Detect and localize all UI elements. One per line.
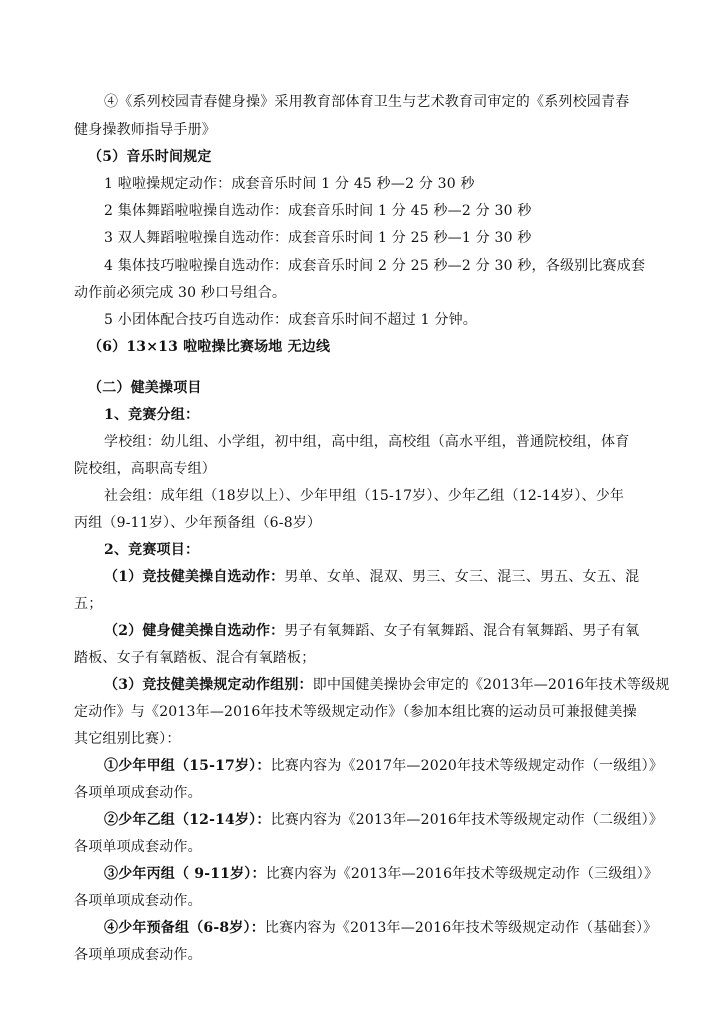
subsection-heading: 1、竞赛分组： [104, 407, 200, 423]
item-title: （2）健身健美操自选动作： [104, 623, 285, 639]
list-item [104, 567, 639, 587]
item-title: ③少年丙组（ 9-11岁）： [104, 866, 266, 882]
list-item-continuation: 五； [74, 596, 103, 612]
item-title: ④少年预备组（6-8岁）： [104, 920, 265, 936]
item-title: ②少年乙组（12-14岁）： [104, 812, 271, 828]
item-title: ①少年甲组（15-17岁）： [104, 758, 271, 774]
sub-item-continuation: 各项单项成套动作。 [74, 947, 202, 963]
item-title: （1）竞技健美操自选动作： [104, 569, 285, 585]
list-item-continuation: 踏板、女子有氧踏板、混合有氧踏板； [74, 650, 316, 666]
item-text: 男子有氧舞蹈、女子有氧舞蹈、混合有氧舞蹈、男子有氧 [284, 623, 640, 639]
list-item: 1 啦啦操规定动作：成套音乐时间 1 分 45 秒—2 分 30 秒 [104, 176, 475, 192]
section-heading: （6）13×13 啦啦操比赛场地 无边线 [88, 339, 331, 355]
item-text: 比赛内容为《2013年—2016年技术等级规定动作（二级组）》 [270, 812, 664, 828]
list-item: 4 集体技巧啦啦操自选动作：成套音乐时间 2 分 25 秒—2 分 30 秒，各级别比赛成套 [104, 258, 646, 274]
section-heading: （二）健美操项目 [88, 380, 202, 396]
item-text: 比赛内容为《2013年—2016年技术等级规定动作（三级组）》 [265, 866, 659, 882]
para-line: 丙组（9-11岁）、少年预备组（6-8岁） [74, 515, 322, 531]
section-heading: （5）音乐时间规定 [88, 149, 212, 165]
sub-item-continuation: 各项单项成套动作。 [74, 839, 202, 855]
para-line: 社会组：成年组（18岁以上）、少年甲组（15-17岁）、少年乙组（12-14岁）、少年 [104, 488, 625, 504]
item-title: （3）竞技健美操规定动作组别： [104, 677, 313, 693]
list-item [104, 621, 639, 641]
sub-item-continuation: 各项单项成套动作。 [74, 785, 202, 801]
list-item-continuation: 动作前必须完成 30 秒口号组合。 [74, 285, 287, 301]
sub-item [104, 756, 663, 776]
para-line: ④《系列校园青春健身操》采用教育部体育卫生与艺术教育司审定的《系列校园青春 [104, 94, 630, 110]
sub-item [104, 918, 657, 938]
list-item [104, 675, 670, 695]
para-line: 健身操教师指导手册》 [74, 122, 216, 138]
list-item: 5 小团体配合技巧自选动作：成套音乐时间不超过 1 分钟。 [104, 312, 477, 328]
item-text: 即中国健美操协会审定的《2013年—2016年技术等级规 [312, 677, 670, 693]
list-item-continuation: 定动作》与《2013年—2016年技术等级规定动作》（参加本组比赛的运动员可兼报健美操 [74, 704, 637, 720]
item-text: 比赛内容为《2013年—2016年技术等级规定动作（基础套）》 [264, 920, 658, 936]
sub-item [104, 864, 658, 884]
sub-item [104, 810, 663, 830]
item-text: 男单、女单、混双、男三、女三、混三、男五、女五、混 [284, 569, 640, 585]
list-item: 2 集体舞蹈啦啦操自选动作：成套音乐时间 1 分 45 秒—2 分 30 秒 [104, 203, 532, 219]
sub-item-continuation: 各项单项成套动作。 [74, 893, 202, 909]
item-text: 比赛内容为《2017年—2020年技术等级规定动作（一级组）》 [270, 758, 664, 774]
subsection-heading: 2、竞赛项目： [104, 542, 200, 558]
list-item-continuation: 其它组别比赛）： [74, 731, 181, 747]
list-item: 3 双人舞蹈啦啦操自选动作：成套音乐时间 1 分 25 秒—1 分 30 秒 [104, 230, 532, 246]
para-line: 学校组：幼儿组、小学组，初中组，高中组，高校组（高水平组，普通院校组，体育 [104, 434, 630, 450]
para-line: 院校组，高职高专组） [74, 461, 216, 477]
